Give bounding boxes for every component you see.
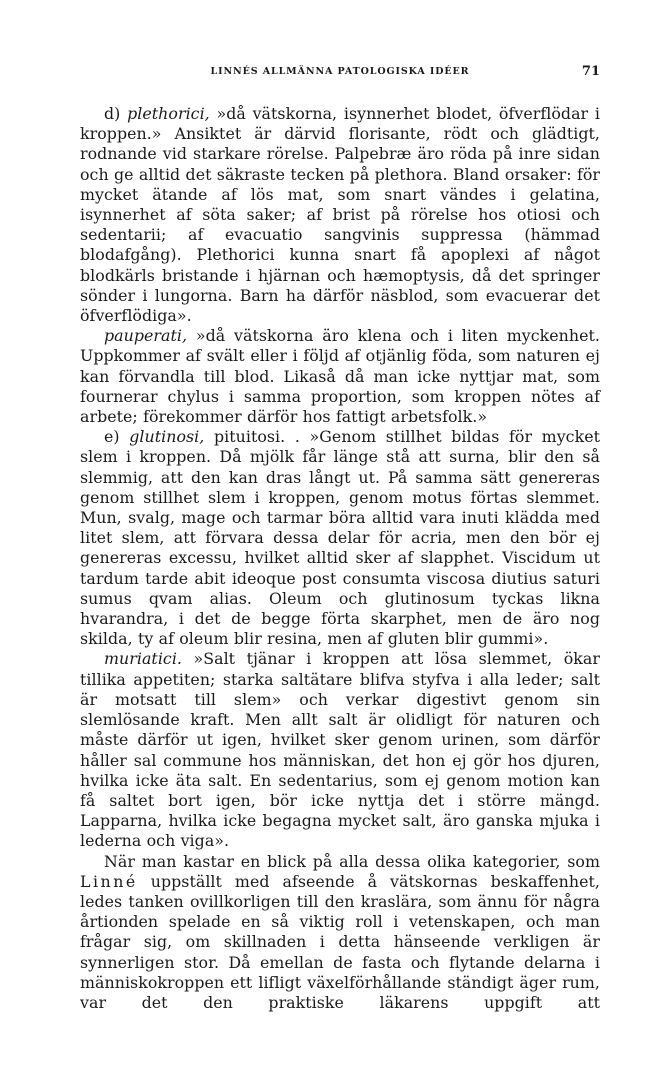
paragraph-text: uppställt med afseende å vätskornas beskaffenhet, ledes tanken ovillkorligen till den kraslära, som ännu för några årtionden spelade en så viktig roll i vetenskapen, och man frågar sig, om skillnaden i detta hänseende verkligen är synnerligen stor. Då emellan de fasta och flytande delarna i människokroppen ett lifligt växelförhållande ständigt äger rum, var det den praktiske läkarens uppgift att [80, 871, 600, 1012]
paragraph-muriatici [80, 649, 600, 851]
paragraph-plethorici [80, 104, 600, 326]
page-body [80, 104, 600, 1013]
paragraph-text: »då vätskorna äro klena och i liten myckenhet. Uppkommer af svält eller i följd af otjänlig föda, som naturen ej kan förvandla till blod. Likaså då man icke nyttjar mat, som fournerar chylus i samma proportion, som kroppen nötes af arbete; förekommer därför hos fattigt arbetsfolk.» [80, 326, 600, 427]
paragraph-text: »Salt tjänar i kroppen att lösa slemmet, ökar tillika appetiten; starka saltätare blifva styfva i alla leder; salt är motsatt till slem» och verkar digestivt genom sin slemlösande kraft. Men allt salt är olidligt för naturen och måste därför ut igen, hvilket sker genom urinen, som därför håller sal commune hos människan, det hon ej gör hos djuren, hvilka icke äta salt. En sedentarius, som ej genom motion kan få saltet bort igen, bör icke nyttja det i större mängd. Lapparna, hvilka icke begagna mycket salt, äro ganska mjuka i lederna och viga». [80, 649, 600, 851]
author-name: Linné [80, 871, 138, 891]
running-title: LINNÉS ALLMÄNNA PATOLOGISKA IDÉER [210, 66, 470, 77]
page-number: 71 [581, 64, 600, 79]
paragraph-pauperati [80, 326, 600, 427]
book-page [80, 66, 600, 1013]
term-pauperati: pauperati, [104, 326, 188, 346]
paragraph-text: »då vätskorna, isynnerhet blodet, öfverflödar i kroppen.» Ansiktet är därvid florisante, rödt och glädtigt, rodnande vid starkare rörelse. Palpebræ äro röda på inre sidan och ge alltid det säkraste tecken på plethora. Bland orsaker: för mycket ätande af lös mat, som snart vändes i gelatina, isynnerhet af söta saker; af brist på rörelse hos otiosi och sedentarii; af evacuatio sangvinis suppressa (hämmad blodafgång). Plethorici kunna snart få apoplexi af något blodkärls bristande i hjärnan och hæmoptysis, då det springer sönder i lungorna. Barn ha därför näsblod, som evacuerar det öfverflödiga». [80, 104, 600, 326]
paragraph-text: pituitosi. . »Genom stillhet bildas för mycket slem i kroppen. Då mjölk får länge stå att surna, blir den så slemmig, att den kan dras långt ut. På samma sätt genereras genom stillhet slem i kroppen, genom motus förtas slemmet. Mun, svalg, mage och tarmar böra alltid vara inuti klädda med litet slem, att förvara dessa delar för acria, men den bör ej genereras excessu, hvilket alltid sker af slapphet. Viscidum ut tardum tarde abit ideoque post consumta viscosa diutius saturi sumus qvam alias. Oleum och glutinosum tyckas likna hvarandra, i det de begge förta skarphet, men de äro nog skilda, ty af oleum blir resina, men af gluten blir gummi». [80, 427, 600, 649]
paragraph-glutinosi [80, 427, 600, 649]
page-header [80, 66, 600, 86]
term-muriatici: muriatici. [104, 649, 182, 669]
term-plethorici: plethorici, [127, 104, 210, 123]
term-glutinosi: glutinosi, [129, 427, 205, 447]
item-prefix: d) [104, 104, 128, 123]
paragraph-intro: När man kastar en blick på alla dessa olika kategorier, som [104, 851, 600, 871]
item-prefix: e) [104, 427, 130, 447]
paragraph-summary [80, 852, 600, 1014]
